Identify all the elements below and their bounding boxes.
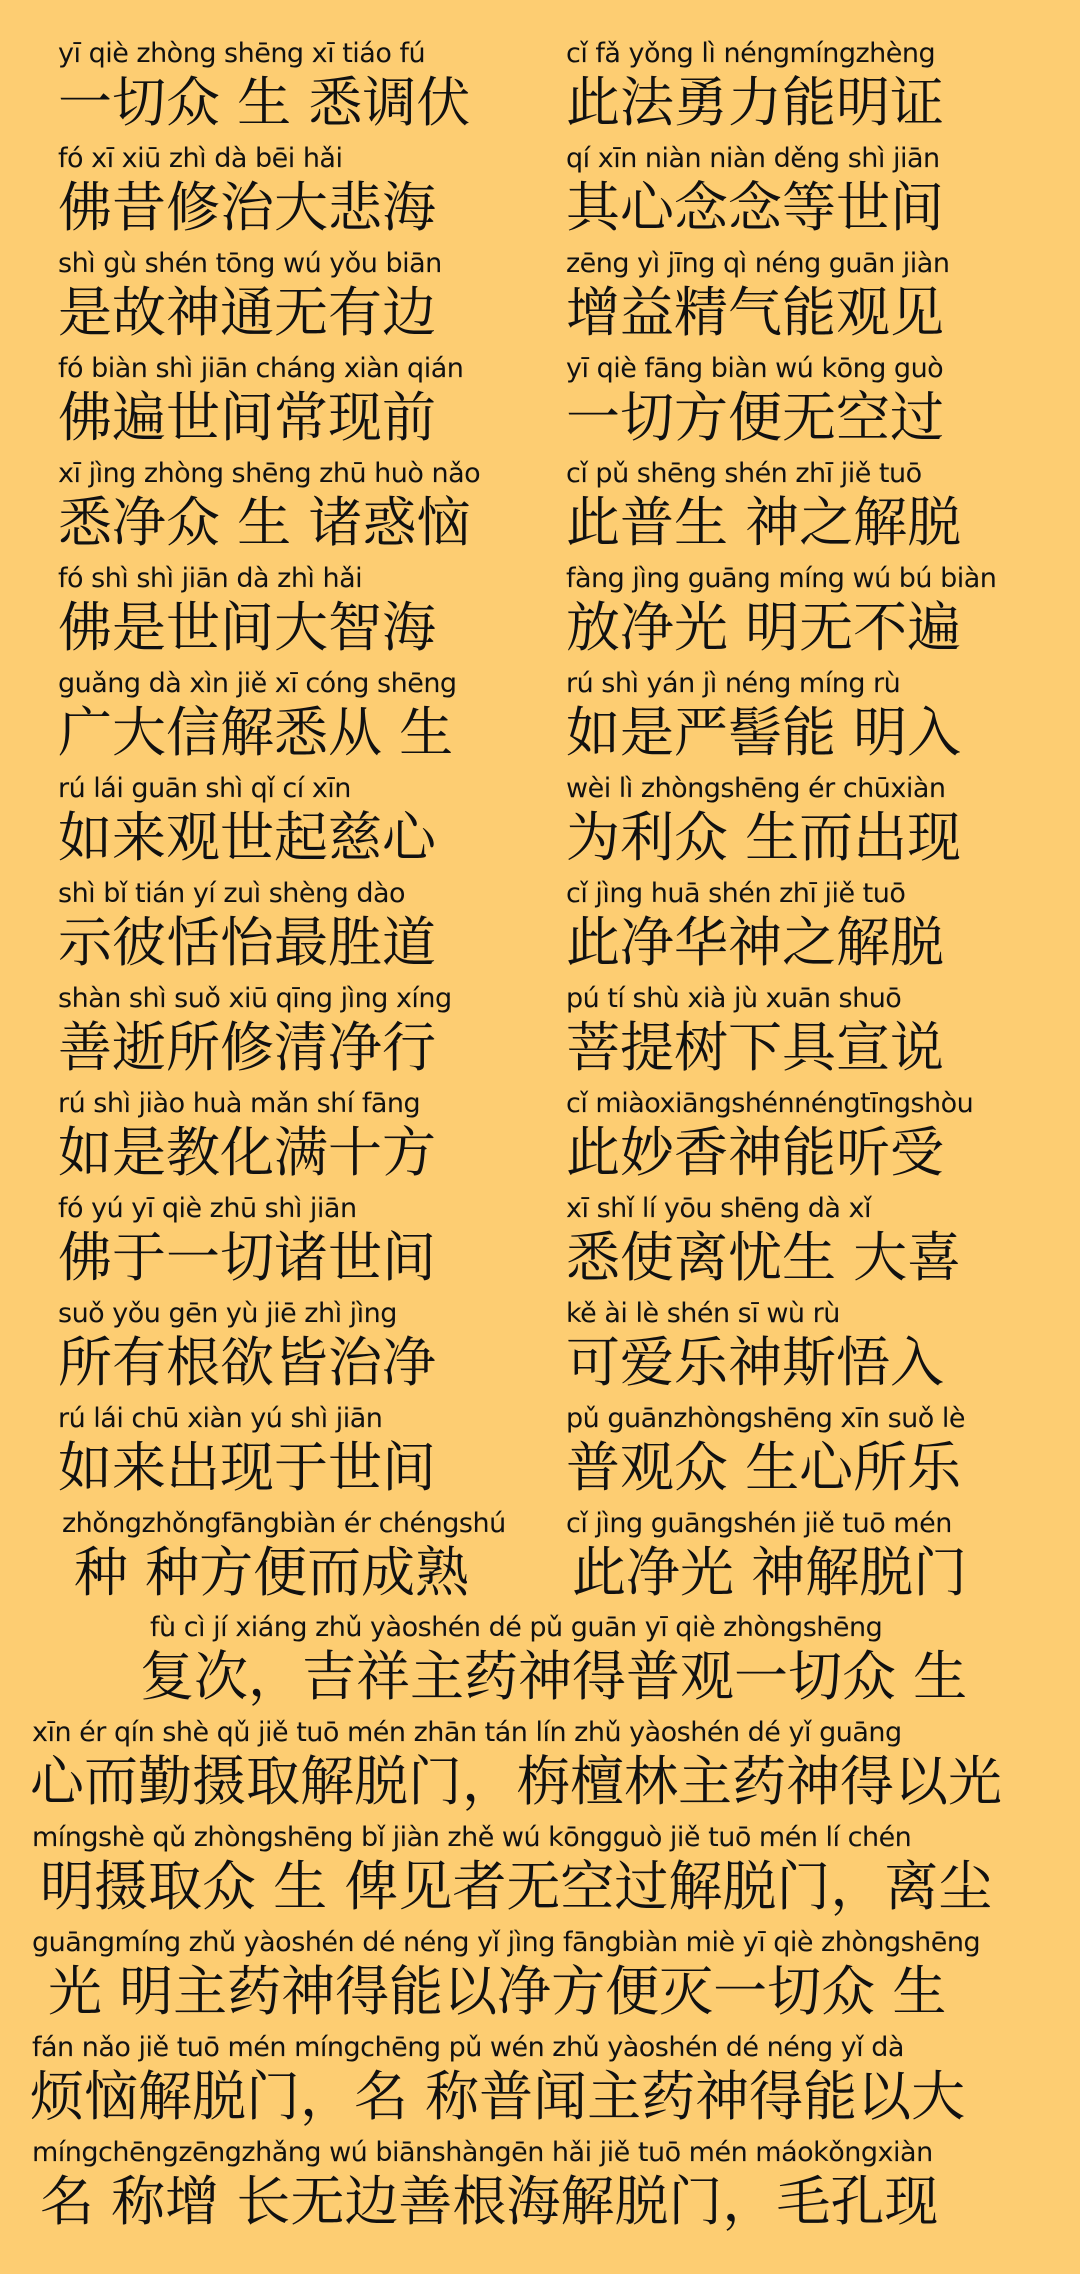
verse-left-hanzi: 种 种方便而成熟 bbox=[74, 1541, 470, 1604]
verse-right-pinyin: rú shì yán jì néng míng rù bbox=[566, 668, 901, 699]
verse-row bbox=[0, 1296, 1080, 1400]
verse-right-hanzi: 为利众 生而出现 bbox=[566, 806, 962, 869]
verse-right-hanzi: 菩提树下具宣说 bbox=[566, 1016, 944, 1079]
verse-right-hanzi: 如是严髻能 明入 bbox=[566, 701, 962, 764]
verse-right-hanzi: 增益精气能观见 bbox=[566, 281, 944, 344]
verse-right-hanzi: 此妙香神能听受 bbox=[566, 1121, 944, 1184]
verse-right-hanzi: 悉使离忧生 大喜 bbox=[566, 1226, 962, 1289]
verse-left-pinyin: fó shì shì jiān dà zhì hǎi bbox=[58, 563, 363, 594]
prose-hanzi: 复次，吉祥主药神得普观一切众 生 bbox=[140, 1645, 968, 1708]
verse-left-hanzi: 一切众 生 悉调伏 bbox=[58, 71, 471, 134]
verse-row bbox=[0, 1191, 1080, 1295]
verse-left-pinyin: rú lái chū xiàn yú shì jiān bbox=[58, 1403, 383, 1434]
verse-left-hanzi: 佛昔修治大悲海 bbox=[58, 176, 436, 239]
prose-pinyin: fù cì jí xiáng zhǔ yàoshén dé pǔ guān yī qiè zhòngshēng bbox=[150, 1612, 883, 1643]
verse-row bbox=[0, 876, 1080, 980]
prose-hanzi: 心而勤摄取解脱门，栴檀林主药神得以光 bbox=[30, 1750, 1002, 1813]
prose-row bbox=[0, 2135, 1080, 2239]
verse-right-pinyin: cǐ miàoxiāngshénnéngtīngshòu bbox=[566, 1088, 974, 1119]
verse-right-pinyin: yī qiè fāng biàn wú kōng guò bbox=[566, 353, 944, 384]
verse-left-pinyin: suǒ yǒu gēn yù jiē zhì jìng bbox=[58, 1298, 397, 1329]
verse-left-hanzi: 如来观世起慈心 bbox=[58, 806, 436, 869]
verse-left-hanzi: 示彼恬怡最胜道 bbox=[58, 911, 436, 974]
verse-right-hanzi: 可爱乐神斯悟入 bbox=[566, 1331, 944, 1394]
verse-left-hanzi: 佛遍世间常现前 bbox=[58, 386, 436, 449]
verse-right-hanzi: 其心念念等世间 bbox=[566, 176, 944, 239]
verse-left-hanzi: 广大信解悉从 生 bbox=[58, 701, 454, 764]
verse-left-hanzi: 悉净众 生 诸惑恼 bbox=[58, 491, 471, 554]
verse-row bbox=[0, 1506, 1080, 1610]
verse-row bbox=[0, 351, 1080, 455]
verse-right-pinyin: pǔ guānzhòngshēng xīn suǒ lè bbox=[566, 1403, 965, 1434]
verse-left-pinyin: shàn shì suǒ xiū qīng jìng xíng bbox=[58, 983, 452, 1014]
verse-left-pinyin: shì gù shén tōng wú yǒu biān bbox=[58, 248, 442, 279]
verse-right-hanzi: 此普生 神之解脱 bbox=[566, 491, 962, 554]
verse-left-pinyin: rú shì jiào huà mǎn shí fāng bbox=[58, 1088, 421, 1119]
verse-right-pinyin: xī shǐ lí yōu shēng dà xǐ bbox=[566, 1193, 871, 1224]
verse-left-hanzi: 是故神通无有边 bbox=[58, 281, 436, 344]
verse-row bbox=[0, 1086, 1080, 1190]
verse-left-pinyin: fó xī xiū zhì dà bēi hǎi bbox=[58, 143, 343, 174]
prose-row bbox=[0, 2030, 1080, 2134]
prose-row bbox=[0, 1715, 1080, 1819]
verse-left-pinyin: guǎng dà xìn jiě xī cóng shēng bbox=[58, 668, 457, 699]
verse-row bbox=[0, 981, 1080, 1085]
verse-right-pinyin: qí xīn niàn niàn děng shì jiān bbox=[566, 143, 940, 174]
verse-right-pinyin: cǐ pǔ shēng shén zhī jiě tuō bbox=[566, 458, 922, 489]
verse-right-hanzi: 普观众 生心所乐 bbox=[566, 1436, 962, 1499]
verse-left-pinyin: rú lái guān shì qǐ cí xīn bbox=[58, 773, 351, 804]
verse-row bbox=[0, 246, 1080, 350]
verse-left-pinyin: yī qiè zhòng shēng xī tiáo fú bbox=[58, 38, 426, 69]
prose-row bbox=[0, 1820, 1080, 1924]
verse-left-pinyin: xī jìng zhòng shēng zhū huò nǎo bbox=[58, 458, 481, 489]
verse-right-pinyin: kě ài lè shén sī wù rù bbox=[566, 1298, 840, 1329]
verse-left-hanzi: 善逝所修清净行 bbox=[58, 1016, 436, 1079]
verse-right-pinyin: fàng jìng guāng míng wú bú biàn bbox=[566, 563, 997, 594]
verse-left-hanzi: 佛于一切诸世间 bbox=[58, 1226, 436, 1289]
prose-pinyin: xīn ér qín shè qǔ jiě tuō mén zhān tán lín zhǔ yàoshén dé yǐ guāng bbox=[32, 1717, 902, 1748]
verse-right-pinyin: zēng yì jīng qì néng guān jiàn bbox=[566, 248, 950, 279]
verse-left-hanzi: 所有根欲皆治净 bbox=[58, 1331, 436, 1394]
verse-left-hanzi: 如来出现于世间 bbox=[58, 1436, 436, 1499]
verse-right-hanzi: 此法勇力能明证 bbox=[566, 71, 944, 134]
verse-row bbox=[0, 771, 1080, 875]
verse-row bbox=[0, 36, 1080, 140]
prose-row bbox=[0, 1610, 1080, 1714]
verse-right-hanzi: 放净光 明无不遍 bbox=[566, 596, 962, 659]
verse-left-pinyin: fó biàn shì jiān cháng xiàn qián bbox=[58, 353, 464, 384]
prose-hanzi: 光 明主药神得能以净方便灭一切众 生 bbox=[48, 1960, 947, 2023]
verse-left-hanzi: 佛是世间大智海 bbox=[58, 596, 436, 659]
verse-left-pinyin: zhǒngzhǒngfāngbiàn ér chéngshú bbox=[62, 1508, 506, 1539]
verse-left-pinyin: shì bǐ tián yí zuì shèng dào bbox=[58, 878, 406, 909]
verse-left-hanzi: 如是教化满十方 bbox=[58, 1121, 436, 1184]
verse-right-pinyin: cǐ fǎ yǒng lì néngmíngzhèng bbox=[566, 38, 936, 69]
verse-row bbox=[0, 141, 1080, 245]
prose-pinyin: míngchēngzēngzhǎng wú biānshàngēn hǎi jiě tuō mén máokǒngxiàn bbox=[32, 2137, 933, 2168]
verse-row bbox=[0, 561, 1080, 665]
prose-pinyin: míngshè qǔ zhòngshēng bǐ jiàn zhě wú kōngguò jiě tuō mén lí chén bbox=[32, 1822, 912, 1853]
verse-right-hanzi: 一切方便无空过 bbox=[566, 386, 944, 449]
prose-hanzi: 名 称增 长无边善根海解脱门，毛孔现 bbox=[40, 2170, 939, 2233]
verse-right-hanzi: 此净华神之解脱 bbox=[566, 911, 944, 974]
prose-hanzi: 烦恼解脱门，名 称普闻主药神得能以大 bbox=[30, 2065, 966, 2128]
prose-pinyin: guāngmíng zhǔ yàoshén dé néng yǐ jìng fāngbiàn miè yī qiè zhòngshēng bbox=[32, 1927, 981, 1958]
verse-left-pinyin: fó yú yī qiè zhū shì jiān bbox=[58, 1193, 357, 1224]
verse-row bbox=[0, 666, 1080, 770]
verse-right-pinyin: cǐ jìng guāngshén jiě tuō mén bbox=[566, 1508, 952, 1539]
prose-pinyin: fán nǎo jiě tuō mén míngchēng pǔ wén zhǔ yàoshén dé néng yǐ dà bbox=[32, 2032, 904, 2063]
verse-row bbox=[0, 1401, 1080, 1505]
prose-hanzi: 明摄取众 生 俾见者无空过解脱门，离尘 bbox=[40, 1855, 993, 1918]
verse-row bbox=[0, 456, 1080, 560]
verse-right-pinyin: cǐ jìng huā shén zhī jiě tuō bbox=[566, 878, 906, 909]
verse-right-hanzi: 此净光 神解脱门 bbox=[572, 1541, 968, 1604]
prose-row bbox=[0, 1925, 1080, 2029]
verse-right-pinyin: pú tí shù xià jù xuān shuō bbox=[566, 983, 902, 1014]
verse-right-pinyin: wèi lì zhòngshēng ér chūxiàn bbox=[566, 773, 946, 804]
